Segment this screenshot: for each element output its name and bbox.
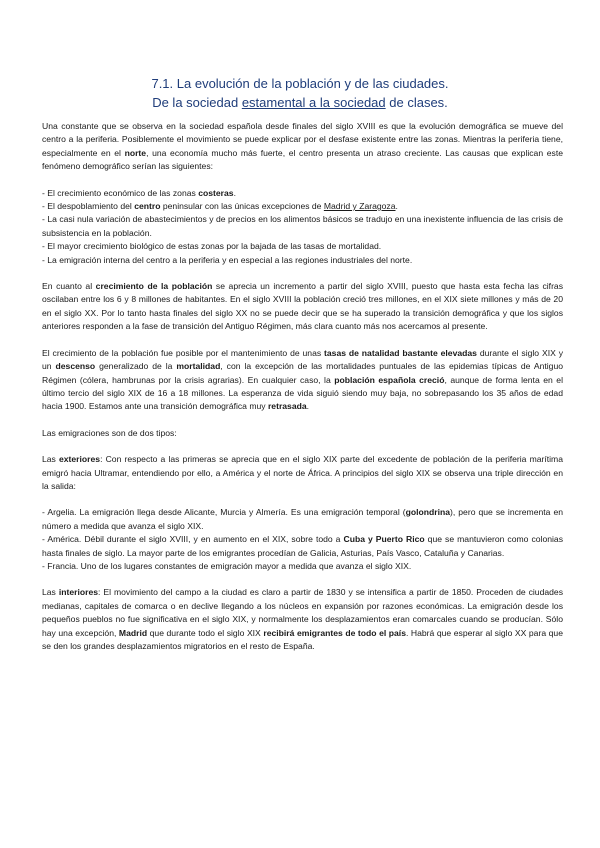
cause-1-end: . <box>233 187 236 198</box>
cause-2-bold: centro <box>134 201 161 212</box>
rates-paragraph <box>42 347 563 414</box>
intro-text-2: , una economía mucho más fuerte, el centro presenta un atraso creciente. Las causas que explican este fenómeno demográfico serían las siguientes: <box>42 147 563 172</box>
rates-d: descenso <box>55 361 96 372</box>
intro-bold-norte: norte <box>124 147 147 158</box>
int-a: Las <box>42 587 59 598</box>
growth-bold: crecimiento de la población <box>95 281 213 292</box>
int-g: . Habrá que esperar al siglo XX para que se den los grandes desplazamientos migratorios en el resto de España. <box>42 627 563 651</box>
causes-list <box>42 187 563 267</box>
rates-g: , con la excepción de las mortalidades puntuales de las epidemias típicas de Antiguo Régimen (cólera, hambrunas por la crisis agrarias). En cualquier caso, la <box>42 361 564 385</box>
cause-2-end: . <box>395 201 398 212</box>
rates-h: población española creció <box>334 374 445 385</box>
list-item: - La casi nula variación de abastecimientos y de precios en los alimentos básicos se tradujo en una inexistente influencia de las crisis de subsistencia en la población. <box>42 214 563 238</box>
ext-c: : Con respecto a las primeras se aprecia que en el siglo XIX parte del excedente de población de la periferia marítima emigró hacia Ultramar, entendiendo por ello, a América y el norte de África. A principios del siglo XIX se observa una triple dirección en la salida: <box>42 454 563 491</box>
title-line-1: 7.1. La evolución de la población y de las ciudades. <box>151 76 449 91</box>
title-underlined-phrase: estamental a la sociedad <box>241 95 386 110</box>
int-f: recibirá emigrantes de todo el país <box>263 627 406 638</box>
list-item <box>42 506 563 533</box>
int-b: interiores <box>58 587 99 598</box>
rates-i: , aunque de forma lenta en el último tercio del siglo XIX de 16 a 18 millones. La esperanza de vida siguió siendo muy baja, no sobrepasando los 35 años de edad hacia 1900. Estamos ante una transición demográfica muy <box>42 374 563 412</box>
title-line-2-start: De la sociedad <box>152 95 242 110</box>
list-item <box>42 200 563 213</box>
cause-1-bold: costeras <box>198 187 234 198</box>
emigration-intro: Las emigraciones son de dos tipos: <box>42 427 177 438</box>
intro-paragraph <box>42 120 563 174</box>
int-c: : El movimiento del campo a la ciudad es claro a partir de 1830 y se intensifica a partir de 1850. Proceden de ciudades medianas, capitales de comarca o en declive llegando a los núcleos en expansión por razones económicas. La emigración desde los pequeños pueblos no fue significativa en el siglo XIX, y normalmente los desplazamientos eran comarcales cuando se producían. Sólo hay una excepción, <box>42 587 563 638</box>
cause-2-underlined: Madrid y Zaragoza <box>323 201 396 212</box>
growth-text: En cuanto al <box>42 281 96 292</box>
list-item <box>42 187 563 200</box>
dir-2-text: - América. Débil durante el siglo XVIII, y en aumento en el XIX, sobre todo a <box>42 534 344 545</box>
list-item: - La emigración interna del centro a la periferia y en especial a las regiones industriales del norte. <box>42 254 413 265</box>
exteriores-paragraph <box>42 453 563 493</box>
directions-list <box>42 506 563 573</box>
page-title <box>40 74 560 112</box>
dir-1-text: - Argelia. La emigración llega desde Alicante, Murcia y Almería. Es una emigración temporal ( <box>42 507 406 518</box>
rates-b: tasas de natalidad bastante elevadas <box>324 347 477 358</box>
growth-paragraph <box>42 280 563 334</box>
int-d: Madrid <box>118 627 148 638</box>
title-line-2-end: de clases. <box>385 95 448 110</box>
dir-2-bold: Cuba y Puerto Rico <box>343 534 425 545</box>
rates-a: El crecimiento de la población fue posible por el mantenimiento de unas <box>42 347 325 358</box>
rates-k: . <box>306 401 310 412</box>
dir-1-bold: golondrina <box>405 507 451 518</box>
ext-a: Las <box>42 454 59 465</box>
dir-1-end: ), pero que se incrementa en número a medida que avanza el siglo XIX. <box>42 507 563 531</box>
rates-f: mortalidad <box>176 361 221 372</box>
ext-b: exteriores <box>58 454 101 465</box>
cause-1-text: - El crecimiento económico de las zonas <box>42 187 199 198</box>
dir-2-end: que se mantuvieron como colonias hasta finales de siglo. La mayor parte de los emigrantes procedían de Galicia, Asturias, País Vasco, Cataluña y Canarias. <box>42 534 563 558</box>
cause-2-text: - El despoblamiento del <box>42 201 135 212</box>
title-line-2 <box>40 93 560 112</box>
rates-j: retrasada <box>267 401 307 412</box>
rates-c: durante el siglo XIX y un <box>42 347 563 372</box>
intro-text: Una constante que se observa en la sociedad española desde finales del siglo XVIII es que la evolución demográfica se mueve del centro a la periferia. Posiblemente el movimiento se puede explicar por el desfase existente entre las zonas. Mientras la periferia tiene, especialmente en el <box>42 121 563 158</box>
cause-2-text-2: peninsular con las únicas excepciones de <box>160 201 324 212</box>
growth-text-2: se aprecia un incremento a partir del siglo XVIII, puesto que hasta esta fecha las cifras oscilaban entre los 6 y 8 millones de habitantes. En el siglo XVIII la población creció tres millones, en el XIX siete millones y más de 20 en el siglo XX. Por lo tanto hasta finales del siglo XX no se puede decir que se ha superado la transición demográfica y que los siglos anteriores responden a la fase de transición del Antiguo Régimen, más clara cuanto más nos acercamos al presente. <box>42 281 564 332</box>
int-e: que durante todo el siglo XIX <box>147 627 264 638</box>
list-item <box>42 533 563 560</box>
rates-e: generalizado de la <box>95 361 177 372</box>
list-item: - Francia. Uno de los lugares constantes de emigración mayor a medida que avanza el siglo XIX. <box>42 560 412 571</box>
list-item: - El mayor crecimiento biológico de estas zonas por la bajada de las tasas de mortalidad. <box>42 241 382 252</box>
document-body <box>42 120 563 666</box>
interiores-paragraph <box>42 586 563 653</box>
